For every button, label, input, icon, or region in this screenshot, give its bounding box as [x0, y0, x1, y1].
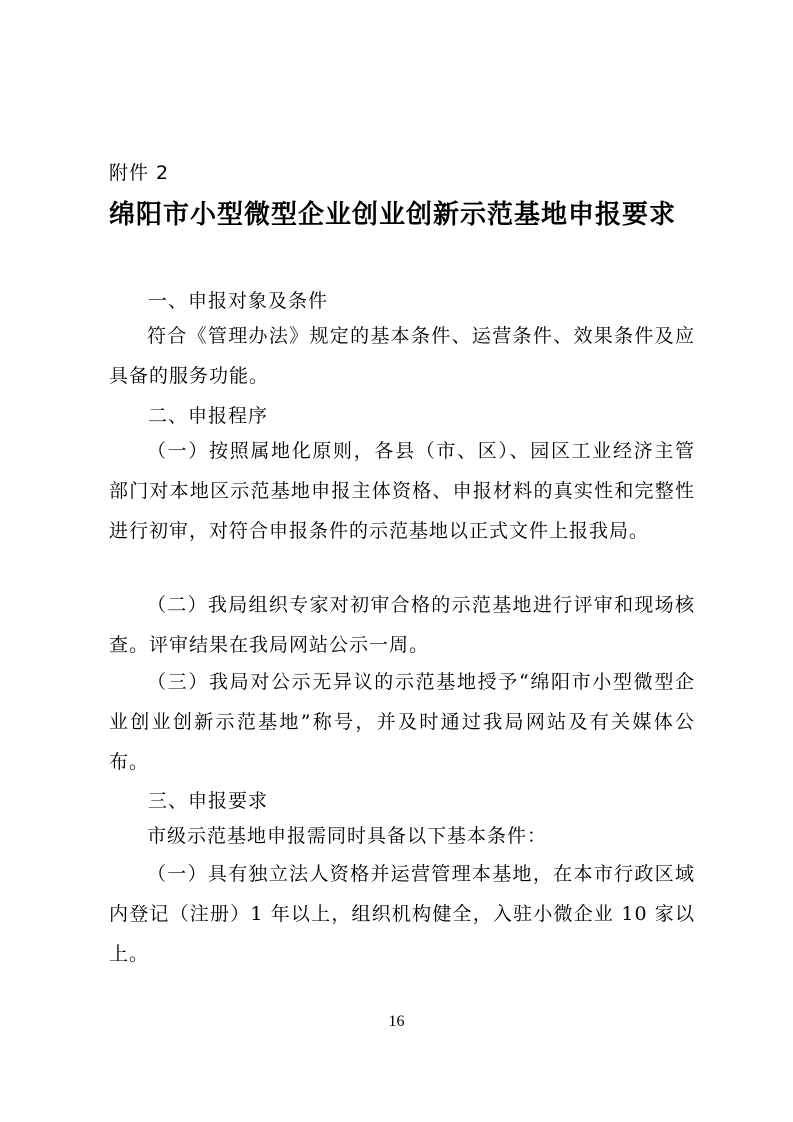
- document-title: 绵阳市小型微型企业创业创新示范基地申报要求: [109, 200, 677, 230]
- section-heading-3: 三、申报要求: [148, 790, 269, 812]
- paragraph-3-2: （一）具有独立法人资格并运营管理本基地，在本市行政区域内登记（注册）1 年以上，组织机构健全，入驻小微企业 10 家以上。: [109, 863, 695, 965]
- paragraph-3-1: 市级示范基地申报需同时具备以下基本条件：: [147, 825, 548, 847]
- section-heading-1: 一、申报对象及条件: [148, 290, 329, 312]
- paragraph-2-1: （一）按照属地化原则，各县（市、区）、园区工业经济主管部门对本地区示范基地申报主体资格、申报材料的真实性和完整性进行初审，对符合申报条件的示范基地以正式文件上报我局。: [109, 440, 695, 542]
- page-number: 16: [388, 1013, 405, 1030]
- paragraph-1-1: 符合《管理办法》规定的基本条件、运营条件、效果条件及应具备的服务功能。: [109, 325, 695, 387]
- paragraph-2-3: （三）我局对公示无异议的示范基地授予“绵阳市小型微型企业创业创新示范基地”称号，并及时通过我局网站及有关媒体公布。: [109, 671, 695, 773]
- paragraph-2-2: （二）我局组织专家对初审合格的示范基地进行评审和现场核查。评审结果在我局网站公示一周。: [109, 594, 695, 656]
- annex-label: 附件 2: [109, 162, 170, 184]
- section-heading-2: 二、申报程序: [148, 405, 269, 427]
